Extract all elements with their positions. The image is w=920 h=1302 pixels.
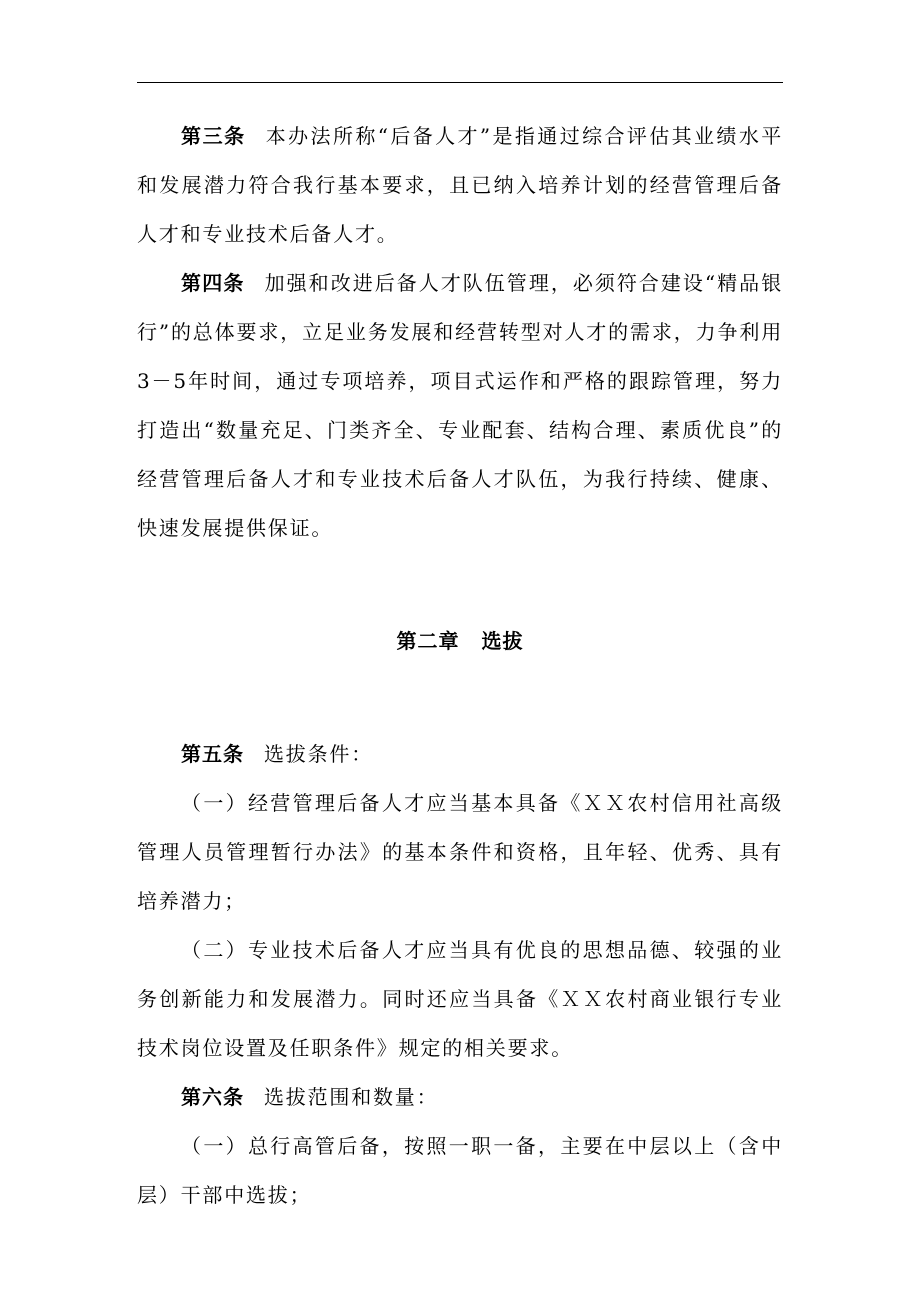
article-number: 第三条 — [181, 124, 246, 148]
article-text: 选拔范围和数量： — [264, 1085, 439, 1109]
list-item — [137, 779, 783, 926]
chapter-title: 选拔 — [481, 629, 524, 653]
article-text: 选拔条件： — [264, 742, 373, 766]
article-6 — [137, 1073, 783, 1122]
item-text: （二）专业技术后备人才应当具有优良的思想品德、较强的业务创新能力和发展潜力。同时还应当具备《ＸＸ农村商业银行专业技术岗位设置及任职条件》规定的相关要求。 — [137, 938, 783, 1060]
list-item — [137, 1122, 783, 1220]
article-number: 第六条 — [181, 1085, 244, 1109]
article-3 — [137, 112, 783, 259]
chapter-number: 第二章 — [396, 629, 460, 653]
article-5 — [137, 730, 783, 779]
article-number: 第五条 — [181, 742, 244, 766]
article-text: 加强和改进后备人才队伍管理，必须符合建设“精品银行”的总体要求，立足业务发展和经营转型对人才的需求，力争利用3－5年时间，通过专项培养，项目式运作和严格的跟踪管理，努力打造出“数量充足、门类齐全、专业配套、结构合理、素质优良”的经营管理后备人才和专业技术后备人才队伍，为我行持续、健康、快速发展提供保证。 — [137, 271, 784, 540]
article-4 — [137, 259, 783, 553]
chapter-heading — [137, 617, 783, 666]
article-text: 本办法所称“后备人才”是指通过综合评估其业绩水平和发展潜力符合我行基本要求，且已纳入培养计划的经营管理后备人才和专业技术后备人才。 — [137, 124, 784, 246]
document-body — [137, 112, 783, 1220]
list-item — [137, 926, 783, 1073]
article-number: 第四条 — [181, 271, 245, 295]
item-text: （一）经营管理后备人才应当基本具备《ＸＸ农村信用社高级管理人员管理暂行办法》的基本条件和资格，且年轻、优秀、具有培养潜力； — [137, 791, 783, 913]
header-rule — [137, 82, 783, 83]
item-text: （一）总行高管后备，按照一职一备，主要在中层以上（含中层）干部中选拔； — [137, 1134, 783, 1207]
